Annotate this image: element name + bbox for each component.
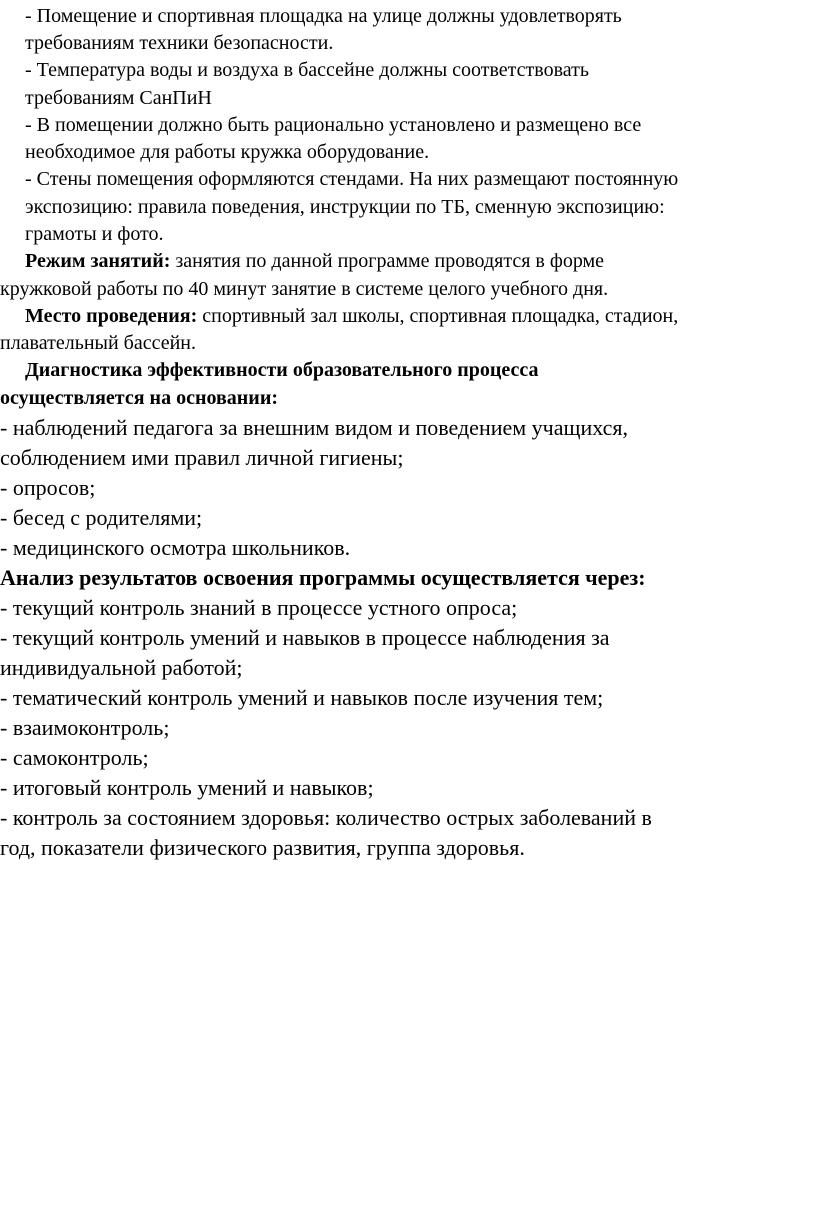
analysis-item: - взаимоконтроль;: [0, 715, 170, 740]
diagnostics-item: - наблюдений педагога за внешним видом и поведением учащихся,: [0, 415, 628, 440]
requirement-walls-line2: экспозицию: правила поведения, инструкции по ТБ, сменную экспозицию:: [25, 196, 665, 218]
requirement-premises-line1: - Помещение и спортивная площадка на улице должны удовлетворять: [25, 5, 622, 27]
mode-label: Режим занятий:: [25, 250, 171, 272]
requirement-temperature-line2: требованиям СанПиН: [25, 87, 212, 109]
analysis-item: год, показатели физического развития, группа здоровья.: [0, 835, 525, 860]
requirement-walls-line1: - Стены помещения оформляются стендами. На них размещают постоянную: [25, 168, 679, 190]
analysis-item: - текущий контроль знаний в процессе устного опроса;: [0, 595, 518, 620]
place-label: Место проведения:: [25, 305, 198, 327]
requirement-equipment-line2: необходимое для работы кружка оборудование.: [25, 141, 430, 163]
place-paragraph-line2: плавательный бассейн.: [0, 332, 196, 354]
analysis-item: - тематический контроль умений и навыков после изучения тем;: [0, 685, 604, 710]
place-text1: спортивный зал школы, спортивная площадка, стадион,: [197, 305, 679, 327]
analysis-item: - контроль за состоянием здоровья: количество острых заболеваний в: [0, 805, 652, 830]
analysis-item: индивидуальной работой;: [0, 655, 243, 680]
mode-text1: занятия по данной программе проводятся в форме: [170, 250, 605, 272]
diagnostics-item: - медицинского осмотра школьников.: [0, 535, 351, 560]
requirement-equipment-line1: - В помещении должно быть рационально установлено и размещено все: [25, 114, 642, 136]
diagnostics-item: - бесед с родителями;: [0, 505, 203, 530]
requirement-walls-line3: грамоты и фото.: [25, 223, 164, 245]
place-paragraph-line1: [25, 306, 678, 326]
requirement-temperature-line1: - Температура воды и воздуха в бассейне должны соответствовать: [25, 59, 589, 81]
requirement-premises-line2: требованиям техники безопасности.: [25, 32, 334, 54]
mode-paragraph-line1: [25, 251, 604, 271]
diagnostics-item: соблюдением ими правил личной гигиены;: [0, 445, 404, 470]
analysis-heading: Анализ результатов освоения программы осуществляется через:: [0, 565, 646, 590]
diagnostics-heading-line1: Диагностика эффективности образовательного процесса: [25, 359, 539, 381]
analysis-item: - итоговый контроль умений и навыков;: [0, 775, 374, 800]
mode-paragraph-line2: кружковой работы по 40 минут занятие в системе целого учебного дня.: [0, 278, 609, 300]
analysis-item: - текущий контроль умений и навыков в процессе наблюдения за: [0, 625, 610, 650]
diagnostics-heading-line2: осуществляется на основании:: [0, 387, 278, 409]
analysis-item: - самоконтроль;: [0, 745, 149, 770]
diagnostics-item: - опросов;: [0, 475, 96, 500]
